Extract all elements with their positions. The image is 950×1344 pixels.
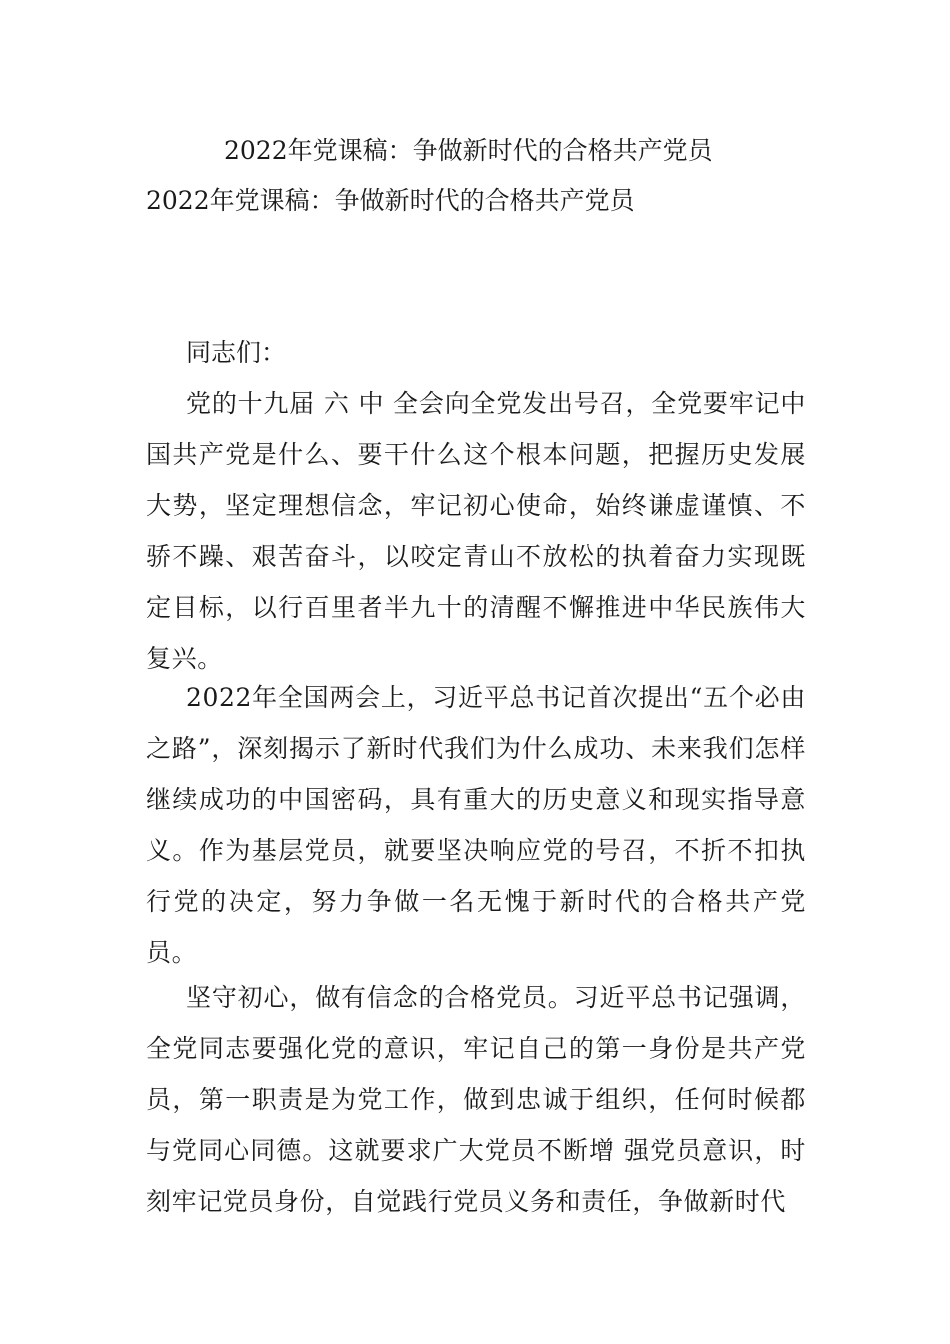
salutation: 同志们： (186, 338, 287, 367)
document-title: 2022年党课稿：争做新时代的合格共产党员 (224, 136, 713, 165)
paragraph: 坚守初心，做有信念的合格党员。习近平总书记强调，全党同志要强化党的意识，牢记自己的第一身份是共产党员，第一职责是为党工作，做到忠诚于组织，任何时候都与党同心同德。这就要求广大党员不断增 强党员意识，时刻牢记党员身份，自觉践行党员义务和责任，争做新时代 (146, 983, 806, 1216)
document-subtitle: 2022年党课稿：争做新时代的合格共产党员 (146, 186, 635, 215)
paragraph: 党的十九届 六 中 全会向全党发出号召，全党要牢记中国共产党是什么、要干什么这个根本问题，把握历史发展大势，坚定理想信念，牢记初心使命，始终谦虚谨慎、不骄不躁、艰苦奋斗，以咬定青山不放松的执着奋力实现既定目标，以行百里者半九十的清醒不懈推进中华民族伟大复兴。 (146, 389, 806, 673)
paragraph: 2022年全国两会上，习近平总书记首次提出“五个必由之路”，深刻揭示了新时代我们为什么成功、未来我们怎样继续成功的中国密码，具有重大的历史意义和现实指导意义。作为基层党员，就要坚决响应党的号召，不折不扣执行党的决定，努力争做一名无愧于新时代的合格共产党员。 (146, 683, 806, 967)
